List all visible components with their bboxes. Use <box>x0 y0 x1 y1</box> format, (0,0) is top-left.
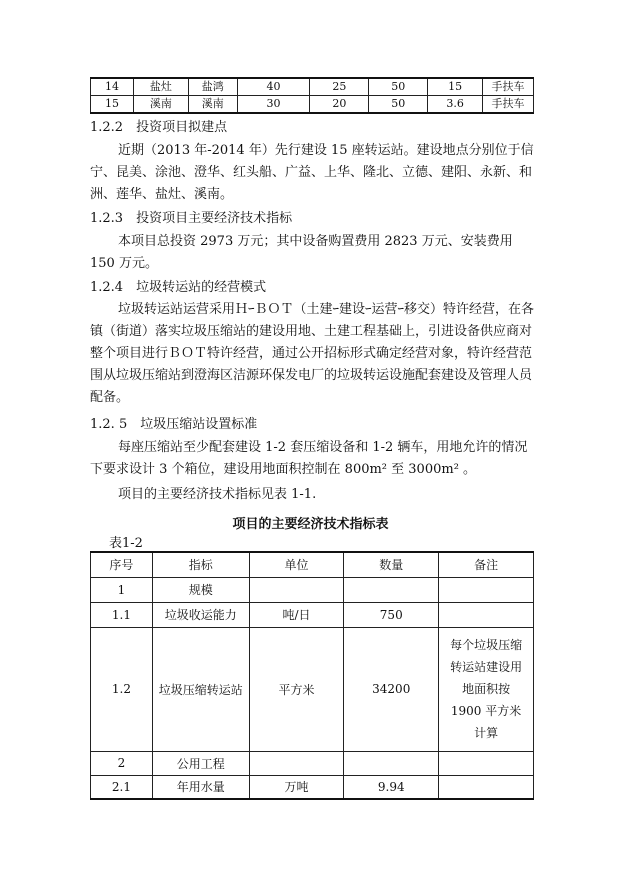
note-line: 地面积按 <box>462 682 511 696</box>
table-cell: 2.1 <box>91 775 153 799</box>
table-cell: 15 <box>91 96 134 114</box>
note-line: 转运站建设用 <box>450 660 523 674</box>
table-row <box>91 602 534 627</box>
section-body-1-2-5: 每座压缩站至少配套建设 1-2 套压缩设备和 1-2 辆车，用地允许的情况下要求设计 3 个箱位，建设用地面积控制在 800m² 至 3000m² 。 <box>90 440 528 477</box>
table-cell: 50 <box>369 78 428 96</box>
table-cell: 公用工程 <box>152 751 249 775</box>
table-cell: 1.2 <box>91 627 153 751</box>
table-cell: 1 <box>91 577 153 602</box>
table-cell: 20 <box>310 96 369 114</box>
section-heading-1-2-5: 1.2. 5 垃圾压缩站设置标准 <box>90 417 258 432</box>
table-cell: 14 <box>91 78 134 96</box>
table-cell: 平方米 <box>249 627 344 751</box>
indicator-table <box>90 551 534 800</box>
table-cell <box>249 577 344 602</box>
column-header: 备注 <box>439 552 534 577</box>
note-line: 1900 平方米 <box>450 704 522 718</box>
table-cell: 15 <box>428 78 483 96</box>
table-cell: 30 <box>237 96 310 114</box>
column-header: 单位 <box>249 552 344 577</box>
table-cell: 手扶车 <box>483 78 534 96</box>
continued-table <box>90 77 534 114</box>
table-row <box>91 577 534 602</box>
table-cell: 盐鸿 <box>188 78 237 96</box>
table-cell: 3.6 <box>428 96 483 114</box>
table-cell: 年用水量 <box>152 775 249 799</box>
section-body-1-2-2: 近期（2013 年-2014 年）先行建设 15 座转运站。建设地点分别位于信宁、昆美、涂池、澄华、红头船、广益、上华、隆北、立德、建阳、永新、和洲、莲华、盐灶、溪南。 <box>90 143 534 202</box>
table-cell-note <box>439 627 534 751</box>
section-heading-1-2-4: 1.2.4 垃圾转运站的经营模式 <box>90 280 267 295</box>
table-cell <box>439 775 534 799</box>
table-cell: 万吨 <box>249 775 344 799</box>
section-body-1-2-4: 垃圾转运站运营采用ＨｰＢＯＴ（土建ｰ建设ｰ运营ｰ移交）特许经营，在各镇（街道）落实垃圾压缩站的建设用地、土建工程基础上，引进设备供应商对整个项目进行ＢＯＴ特许经营，通过公开招标形式确定经营对象，特许经营范围从垃圾压缩站到澄海区洁源环保发电厂的垃圾转运设施配套建设及管理人员配备。 <box>90 302 535 405</box>
table-header-row <box>91 552 534 577</box>
table-cell: 溪南 <box>188 96 237 114</box>
table-row <box>91 96 534 114</box>
table-cell: 盐灶 <box>133 78 188 96</box>
table-cell: 34200 <box>344 627 439 751</box>
table-cell: 垃圾收运能力 <box>152 602 249 627</box>
table-row <box>91 627 534 751</box>
column-header: 指标 <box>152 552 249 577</box>
table-cell: 25 <box>310 78 369 96</box>
table-cell: 规模 <box>152 577 249 602</box>
table-row <box>91 78 534 96</box>
table-cell: 2 <box>91 751 153 775</box>
table-cell: 9.94 <box>344 775 439 799</box>
table-row <box>91 751 534 775</box>
table-cell: 50 <box>369 96 428 114</box>
table-cell <box>439 751 534 775</box>
table-cell: 750 <box>344 602 439 627</box>
table-caption: 项目的主要经济技术指标表 <box>232 517 389 532</box>
section-heading-1-2-3: 1.2.3 投资项目主要经济技术指标 <box>90 211 293 226</box>
table-cell <box>344 577 439 602</box>
table-intro: 项目的主要经济技术指标见表 1-1. <box>118 487 317 502</box>
note-line: 计算 <box>474 726 499 740</box>
section-heading-1-2-2: 1.2.2 投资项目拟建点 <box>90 120 228 135</box>
table-cell <box>439 577 534 602</box>
section-body-1-2-3: 本项目总投资 2973 万元；其中设备购置费用 2823 万元、安装费用 150 万元。 <box>90 234 513 271</box>
column-header: 序号 <box>91 552 153 577</box>
table-cell: 垃圾压缩转运站 <box>152 627 249 751</box>
note-line: 每个垃圾压缩 <box>450 638 523 652</box>
table-cell: 溪南 <box>133 96 188 114</box>
table-cell <box>439 602 534 627</box>
table-cell: 手扶车 <box>483 96 534 114</box>
column-header: 数量 <box>344 552 439 577</box>
table-cell <box>344 751 439 775</box>
table-cell: 1.1 <box>91 602 153 627</box>
table-number: 表1-2 <box>109 536 143 551</box>
table-cell: 40 <box>237 78 310 96</box>
table-row <box>91 775 534 799</box>
table-cell: 吨/日 <box>249 602 344 627</box>
table-cell <box>249 751 344 775</box>
